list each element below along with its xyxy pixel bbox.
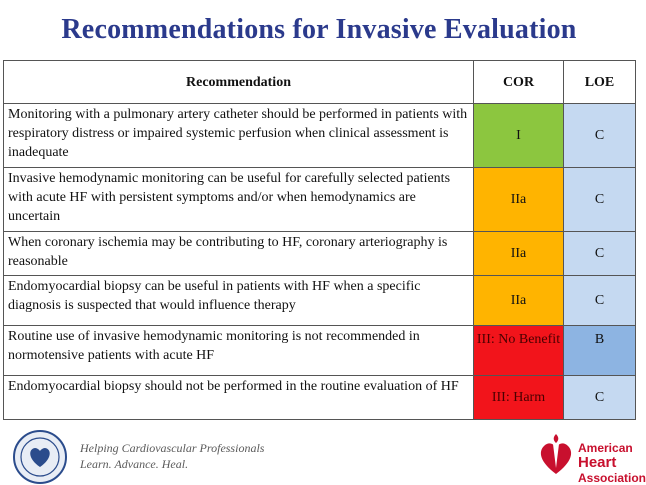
recommendation-text: Routine use of invasive hemodynamic monitoring is not recommended in normotensive patients with acute HF bbox=[4, 326, 474, 376]
aha-wordmark bbox=[578, 441, 646, 485]
cor-cell: III: Harm bbox=[474, 376, 564, 420]
table-row bbox=[4, 376, 636, 420]
loe-cell: C bbox=[564, 276, 636, 326]
cor-cell: I bbox=[474, 104, 564, 168]
aha-line-2: Heart bbox=[578, 454, 617, 471]
aha-line-3: Association bbox=[578, 471, 646, 485]
cor-cell: III: No Benefit bbox=[474, 326, 564, 376]
recommendations-table bbox=[3, 60, 636, 420]
recommendation-text: Invasive hemodynamic monitoring can be useful for carefully selected patients with acute HF with persistent symptoms and/or when hemodynamics are uncertain bbox=[4, 168, 474, 232]
cor-cell: IIa bbox=[474, 232, 564, 276]
table-row bbox=[4, 104, 636, 168]
recommendation-text: Endomyocardial biopsy can be useful in patients with HF when a specific diagnosis is suspected that would influence therapy bbox=[4, 276, 474, 326]
cor-cell: IIa bbox=[474, 276, 564, 326]
tagline-line-1: Helping Cardiovascular Professionals bbox=[80, 441, 265, 455]
loe-cell: C bbox=[564, 168, 636, 232]
header-loe: LOE bbox=[564, 61, 636, 104]
tagline-line-2: Learn. Advance. Heal. bbox=[80, 457, 189, 471]
table-row bbox=[4, 276, 636, 326]
aha-heart-torch-icon bbox=[536, 432, 576, 476]
recommendation-text: When coronary ischemia may be contributing to HF, coronary arteriography is reasonable bbox=[4, 232, 474, 276]
recommendation-text: Endomyocardial biopsy should not be performed in the routine evaluation of HF bbox=[4, 376, 474, 420]
loe-cell: C bbox=[564, 104, 636, 168]
loe-cell: C bbox=[564, 376, 636, 420]
recommendation-text: Monitoring with a pulmonary artery catheter should be performed in patients with respiratory distress or impaired systemic perfusion when clinical assessment is inadequate bbox=[4, 104, 474, 168]
footer-tagline bbox=[80, 440, 264, 472]
table-row bbox=[4, 232, 636, 276]
cor-cell: IIa bbox=[474, 168, 564, 232]
table-header-row bbox=[4, 61, 636, 104]
loe-cell: C bbox=[564, 232, 636, 276]
loe-cell: B bbox=[564, 326, 636, 376]
acc-seal-logo bbox=[12, 429, 68, 485]
slide-title: Recommendations for Invasive Evaluation bbox=[61, 14, 577, 45]
header-cor: COR bbox=[474, 61, 564, 104]
table-row bbox=[4, 326, 636, 376]
table-row bbox=[4, 168, 636, 232]
header-recommendation: Recommendation bbox=[4, 61, 474, 104]
aha-line-1: American bbox=[578, 441, 633, 455]
